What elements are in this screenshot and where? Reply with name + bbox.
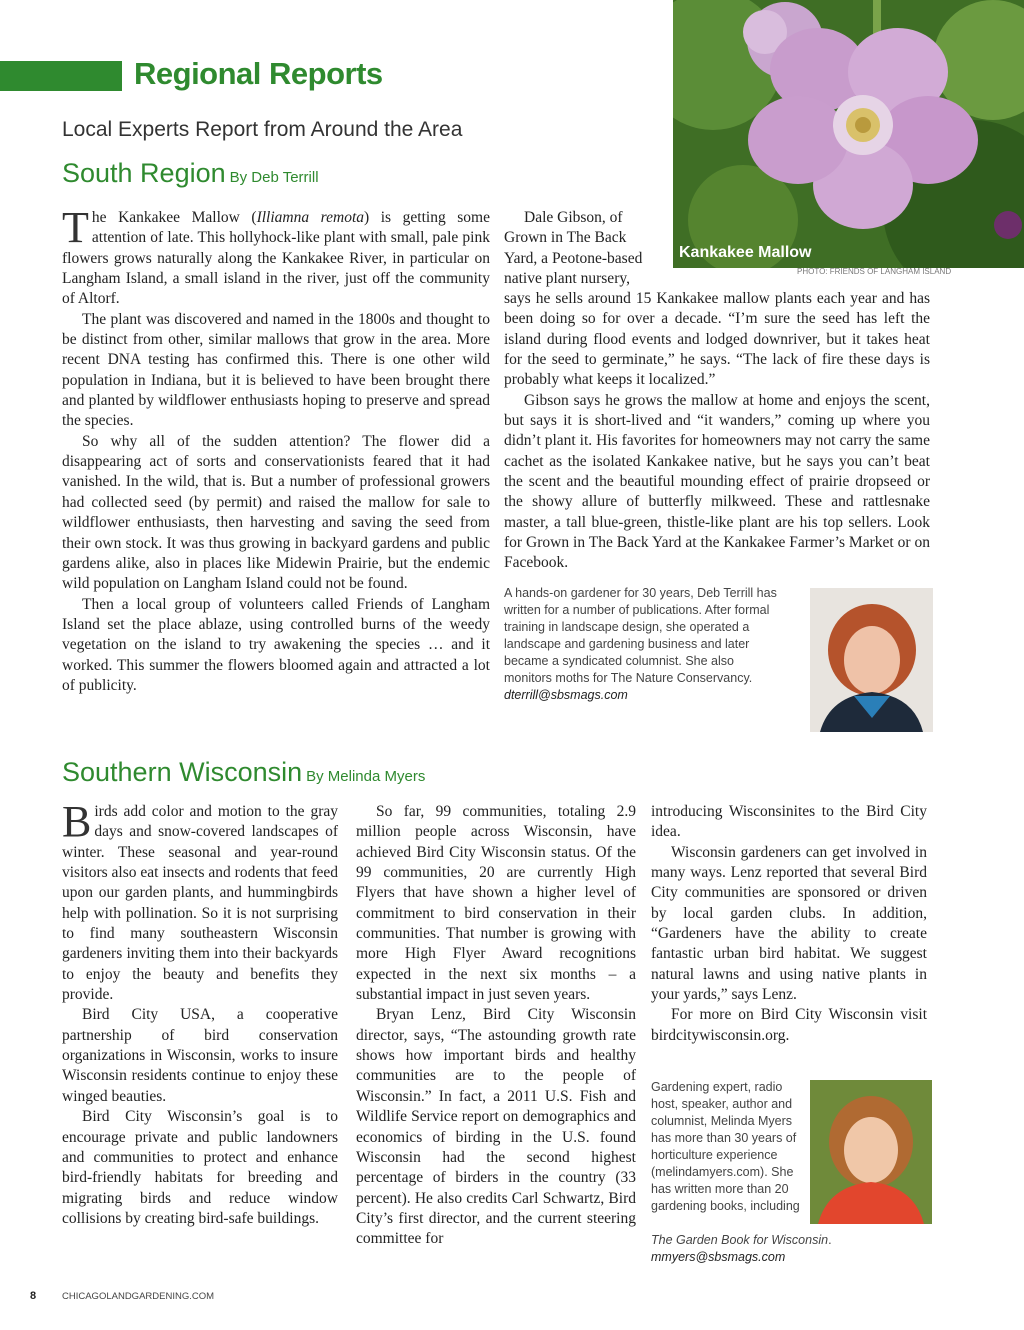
wisconsin-column-2 <box>356 802 636 1250</box>
author-bio-myers-end: The Garden Book for Wisconsin. mmyers@sbsmags.com <box>651 1233 832 1264</box>
wisconsin-column-1 <box>62 797 338 1229</box>
author-email: dterrill@sbsmags.com <box>504 688 628 702</box>
article-line: Yard, a Peotone-based <box>504 249 643 267</box>
book-title: The Garden Book for Wisconsin <box>651 1233 829 1247</box>
page-title: Regional Reports <box>134 56 383 91</box>
kankakee-mallow-photo <box>673 0 1024 268</box>
article-paragraph: Bird City Wisconsin’s goal is to encourage private and public landowners and communities to protect and enhance bird-friendly habitats for breeding and migrating birds and reduce window collisions by creating bird-safe buildings. <box>62 1108 338 1227</box>
drop-cap: T <box>62 203 89 252</box>
article-paragraph: Bryan Lenz, Bird City Wisconsin director, says, “The astounding growth rate shows how important birds and healthy communities are to the people of Wisconsin.” In fact, a 2011 U.S. Fish and Wildlife Service report on demographics and economics of birding in the U.S. found Wisconsin had the second highest percentage of birders in the country (33 percent). He also credits Carl Schwartz, Bird City’s first director, and the current steering committee for <box>356 1006 636 1248</box>
south-column-2 <box>504 289 930 574</box>
footer-website: CHICAGOLANDGARDENING.COM <box>62 1291 215 1302</box>
article-line: native plant nursery, <box>504 270 630 288</box>
page-subtitle: Local Experts Report from Around the Area <box>62 118 463 141</box>
south-region-heading <box>62 158 319 189</box>
article-line: Dale Gibson, of <box>524 209 623 226</box>
author-bio-terrill: A hands-on gardener for 30 years, Deb Terrill has written for a number of publications. After formal training in landscape design, she operated a landscape and gardening business and later became a syndicated columnist. She also monitors moths for The Nature Conservancy. dterrill@sbsmags.com <box>504 586 777 702</box>
byline: By Deb Terrill <box>229 169 319 186</box>
article-paragraph: The Kankakee Mallow (Illiamna remota) is getting some attention of late. This hollyhock-like plant with small, pale pink flowers grows naturally along the Kankakee River, in particular on Langham Island, a small island in the river, just off the community of Altorf. <box>62 203 490 308</box>
south-column-2-lead <box>504 208 664 289</box>
wisconsin-heading <box>62 757 425 788</box>
article-paragraph: Then a local group of volunteers called Friends of Langham Island set the place ablaze, using controlled burns of the weedy vegetation on the island to try awakening the species … and it worked. This summer the flowers bloomed again and attracted a lot of publicity. <box>62 595 490 694</box>
article-line: Grown in The Back <box>504 229 627 247</box>
page-number: 8 <box>30 1290 37 1302</box>
author-photo-terrill <box>810 588 933 732</box>
article-paragraph: Gibson says he grows the mallow at home and enjoys the scent, but says it is short-lived and “it wanders,” coming up where you didn’t plant it. His favorites for homeowners may not carry the same cachet as the isolated Kankakee native, but he says you can’t beat the scent and the beautiful mounding effect of prairie dropseed or the showy allure of butterfly milkweed. These and rattlesnake master, a tall blue-green, thistle-like plant are his top sellers. Look for Grown in The Back Yard at the Kankakee Farmer’s Market or on Facebook. <box>504 391 930 572</box>
wisconsin-column-3 <box>651 802 927 1046</box>
article-paragraph: says he sells around 15 Kankakee mallow plants each year and has been doing so for over a decade. “I’m sure the seed has left the island during flood events and lodged downriver, but it takes heat for the seed to germinate,” he says. “The lack of fire these days is probably what keeps it localized.” <box>504 290 930 389</box>
article-paragraph: Birds add color and motion to the gray days and snow-covered landscapes of winter. These seasonal and year-round visitors also eat insects and rodents that feed upon our garden plants, and hummingbirds help with pollination. So it is not surprising to find many southeastern Wisconsin gardeners inviting them into their backyards to enjoy the beauty and benefits they provide. <box>62 797 338 1004</box>
author-bio-myers: Gardening expert, radio host, speaker, author and columnist, Melinda Myers has more than 30 years of horticulture experience (melindamyers.com). She has written more than 20 gardening books, including <box>651 1080 800 1213</box>
author-photo-myers <box>810 1080 932 1224</box>
author-email: mmyers@sbsmags.com <box>651 1250 786 1264</box>
article-paragraph: So why all of the sudden attention? The flower did a disappearing act of sorts and conservationists feared that it had vanished. In the wild, that is. But a number of professional growers had collected seed (by permit) and raised the mallow for sale to wildflower enthusiasts, then harvesting and saving the seed from their own stock. It was thus growing in backyard gardens and public gardens alike, also in places like Midewin Prairie, but the endemic wild population on Langham Island could not be found. <box>62 432 490 593</box>
article-paragraph: Bird City USA, a cooperative partnership of bird conservation organizations in Wisconsin, works to insure Wisconsin residents continue to enjoy these winged beauties. <box>62 1006 338 1105</box>
section-title: South Region <box>62 158 226 188</box>
south-column-1 <box>62 203 490 696</box>
header-accent-bar <box>0 61 122 91</box>
article-paragraph: For more on Bird City Wisconsin visit birdcitywisconsin.org. <box>651 1006 927 1044</box>
byline: By Melinda Myers <box>306 768 426 785</box>
article-paragraph: Wisconsin gardeners can get involved in many ways. Lenz reported that several Bird City communities are sponsored or driven by local garden clubs. In addition, “Gardeners have the ability to create fantastic urban bird habitat. We suggest natural lawns and using native plants in your yards,” says Lenz. <box>651 843 927 1004</box>
photo-credit: PHOTO: FRIENDS OF LANGHAM ISLAND <box>797 267 952 276</box>
article-paragraph: The plant was discovered and named in the 1800s and thought to be distinct from other, similar mallows that grow in the area. More recent DNA testing has confirmed this. There is one other wild population in Indiana, but it is believed to have been brought there and planted by wildflower enthusiasts hoping to preserve and spread the species. <box>62 310 490 430</box>
article-paragraph: introducing Wisconsinites to the Bird City idea. <box>651 803 927 841</box>
article-paragraph: So far, 99 communities, totaling 2.9 million people across Wisconsin, have achieved Bird City Wisconsin status. Of the 99 communities, 20 are currently High Flyers that have shown a higher level of commitment to bird conservation in their communities. That number is growing with more High Flyer Award recognitions expected in the next six months – a substantial impact in just seven years. <box>356 803 636 1004</box>
photo-caption: Kankakee Mallow <box>679 244 812 261</box>
section-title: Southern Wisconsin <box>62 757 303 787</box>
drop-cap: B <box>62 797 92 846</box>
